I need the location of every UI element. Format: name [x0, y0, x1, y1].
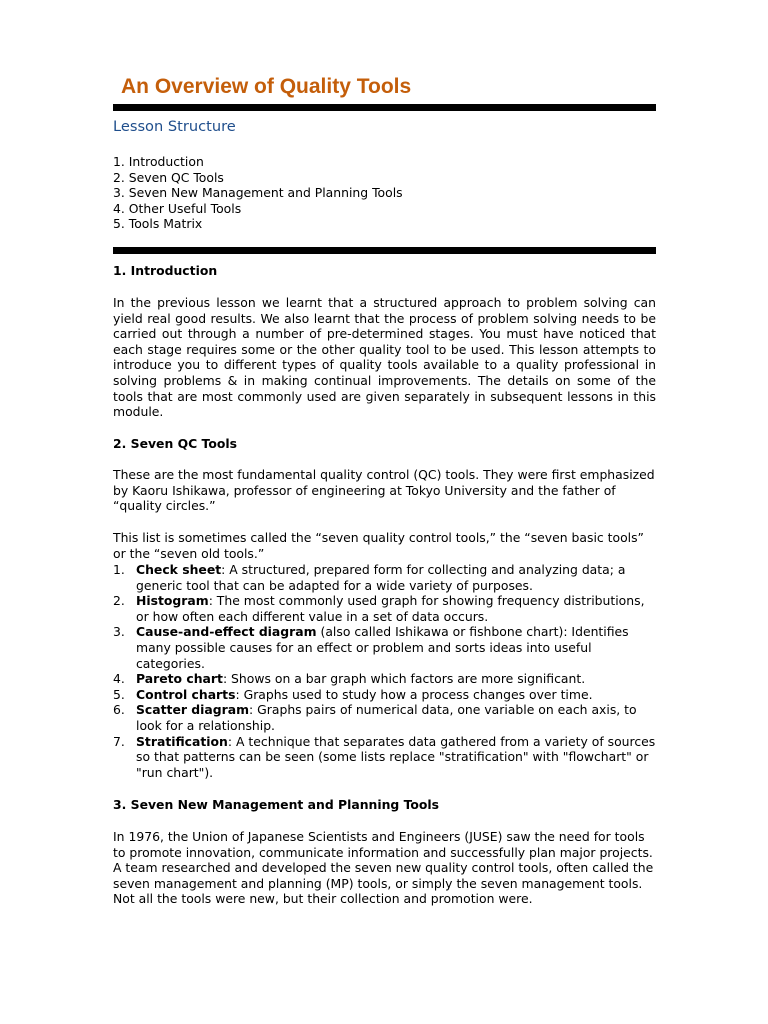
lesson-structure-heading: Lesson Structure: [113, 118, 236, 135]
list-item: [113, 734, 656, 781]
list-item: [113, 624, 656, 671]
tool-term: Stratification: [136, 733, 228, 749]
tool-description: : A structured, prepared form for collecting and analyzing data; a generic tool that can be adapted for a wide variety of purposes.: [136, 562, 626, 593]
tool-description: : Shows on a bar graph which factors are more significant.: [222, 671, 586, 687]
list-number: 2.: [113, 593, 125, 609]
list-item: [113, 671, 656, 687]
list-number: 4.: [113, 671, 125, 687]
seven-qc-heading: 2. Seven QC Tools: [113, 436, 237, 451]
tool-term: Histogram: [136, 593, 209, 609]
list-number: 3.: [113, 624, 125, 640]
divider-bar: [113, 104, 656, 111]
tool-description: : Graphs pairs of numerical data, one variable on each axis, to look for a relationship.: [136, 702, 637, 733]
toc-item: 5. Tools Matrix: [113, 216, 203, 232]
toc-item: 3. Seven New Management and Planning Tools: [113, 185, 403, 201]
toc-item: 1. Introduction: [113, 154, 204, 169]
seven-new-tools-paragraph: In 1976, the Union of Japanese Scientists and Engineers (JUSE) saw the need for tools to promote innovation, communicate information and successfully plan major projects. A team researched and developed the seven new quality control tools, often called the seven management and planning (MP) tools, or simply the seven management tools. Not all the tools were new, but their collection and promotion were.: [113, 829, 654, 907]
list-number: 1.: [113, 562, 125, 577]
tool-description: (also called Ishikawa or fishbone chart): Identifies many possible causes for an effect or problem and sorts ideas into useful categories.: [136, 624, 629, 671]
document-title: An Overview of Quality Tools: [121, 75, 412, 98]
toc-item: 4. Other Useful Tools: [113, 200, 242, 216]
list-item: [113, 687, 656, 703]
divider-bar: [113, 247, 656, 254]
tool-term: Cause-and-effect diagram: [136, 624, 317, 640]
tool-term: Control charts: [136, 686, 236, 702]
tool-description: : The most commonly used graph for showing frequency distributions, or how often each different value in a set of data occurs.: [136, 593, 645, 624]
introduction-heading: 1. Introduction: [113, 263, 218, 278]
seven-qc-paragraph-2: This list is sometimes called the “seven quality control tools,” the “seven basic tools” or the “seven old tools.”: [113, 530, 644, 561]
list-number: 5.: [113, 686, 125, 702]
toc-item: 2. Seven QC Tools: [113, 169, 224, 185]
list-item: [113, 562, 656, 593]
tool-term: Check sheet: [136, 562, 222, 577]
tool-description: : Graphs used to study how a process changes over time.: [235, 686, 593, 702]
tool-description: : A technique that separates data gathered from a variety of sources so that patterns can be seen (some lists replace "stratification" with "flowchart" or "run chart").: [136, 733, 656, 780]
tool-term: Scatter diagram: [136, 702, 250, 718]
list-item: [113, 702, 656, 733]
list-number: 7.: [113, 733, 125, 749]
list-item: [113, 593, 656, 624]
list-number: 6.: [113, 702, 125, 718]
seven-qc-paragraph: These are the most fundamental quality control (QC) tools. They were first emphasized by Kaoru Ishikawa, professor of engineering at Tokyo University and the father of “quality circles.”: [113, 467, 655, 514]
lesson-structure-list: [113, 154, 403, 232]
tool-term: Pareto chart: [136, 671, 223, 687]
introduction-paragraph: In the previous lesson we learnt that a structured approach to problem solving can yield real good results. We also learnt that the process of problem solving needs to be carried out through a number of pre-determined stages. You must have noticed that each stage requires some or the other quality tool to be used. This lesson attempts to introduce you to different types of quality tools available to a quality professional in solving problems & in making continual improvements. The details on some of the tools that are most commonly used are given separately in subsequent lessons in this module.: [113, 295, 656, 420]
qc-tools-list: [113, 562, 656, 780]
seven-new-tools-heading: 3. Seven New Management and Planning Tools: [113, 797, 440, 812]
